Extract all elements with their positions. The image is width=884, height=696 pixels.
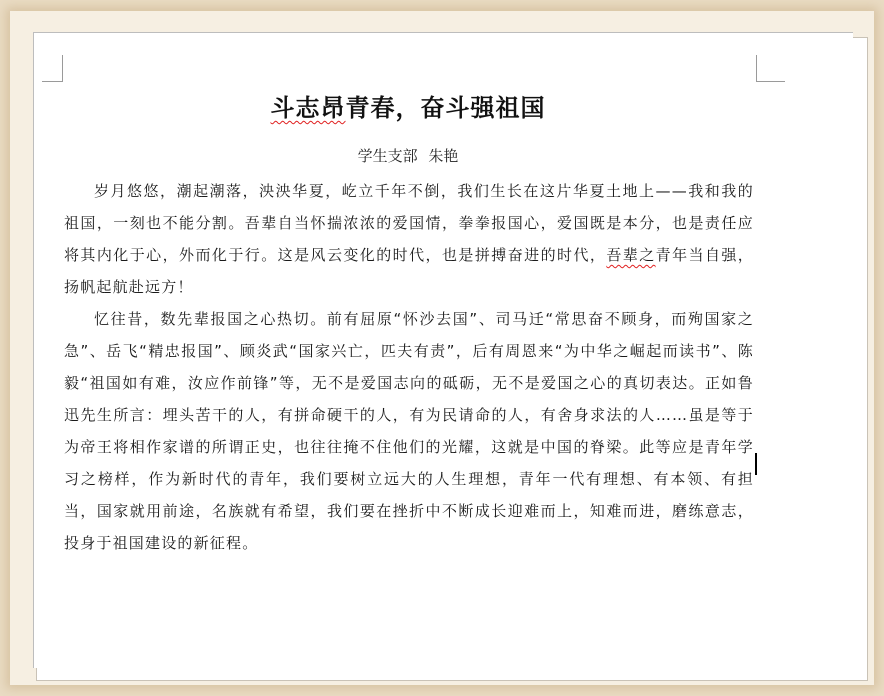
- document-body[interactable]: [64, 175, 754, 559]
- spellcheck-flagged-word: 吾辈之: [606, 246, 656, 264]
- author-byline: 学生支部 朱艳: [357, 147, 459, 165]
- document-title: [62, 88, 754, 123]
- paragraph-2: 忆往昔，数先辈报国之心热切。前有屈原“怀沙去国”、司马迁“常思奋不顾身，而殉国家之急”、岳飞“精忠报国”、顾炎武“国家兴亡，匹夫有责”，后有周恩来“为中华之崛起而读书”、陈毅“祖国如有难，汝应作前锋”等，无不是爱国志向的砥砺，无不是爱国之心的真切表达。正如鲁迅先生所言：埋头苦干的人，有拼命硬干的人，有为民请命的人，有舍身求法的人……虽是等于为帝王将相作家谱的所谓正史，也往往掩不住他们的光耀，这就是中国的脊梁。此等应是青年学习之榜样，作为新时代的青年，我们要树立远大的人生理想，青年一代有理想、有本领、有担当，国家就用前途，名族就有希望，我们要在挫折中不断成长迎难而上，知难而进，磨练意志，投身于祖国建设的新征程。: [64, 310, 754, 552]
- title-spellcheck-word: 斗志昂: [270, 93, 346, 122]
- margin-corner-top-left: [42, 55, 63, 82]
- paragraph-1-text-b: 青年当自强，扬帆起航赴远方！: [64, 246, 755, 296]
- margin-corner-top-right: [756, 55, 785, 82]
- paragraph-1-text-a: 岁月悠悠，潮起潮落，泱泱华夏，屹立千年不倒，我们生长在这片华夏土地上——我和我的祖国，一刻也不能分割。吾辈自当怀揣浓浓的爱国情，拳拳报国心，爱国既是本分，也是责任应将其内化于心，外而化于行。这是风云变化的时代，也是拼搏奋进的时代，: [64, 182, 754, 264]
- title-rest: 青春，奋斗强祖国: [345, 93, 546, 122]
- text-cursor: [755, 453, 757, 475]
- paragraph-1: [64, 175, 754, 303]
